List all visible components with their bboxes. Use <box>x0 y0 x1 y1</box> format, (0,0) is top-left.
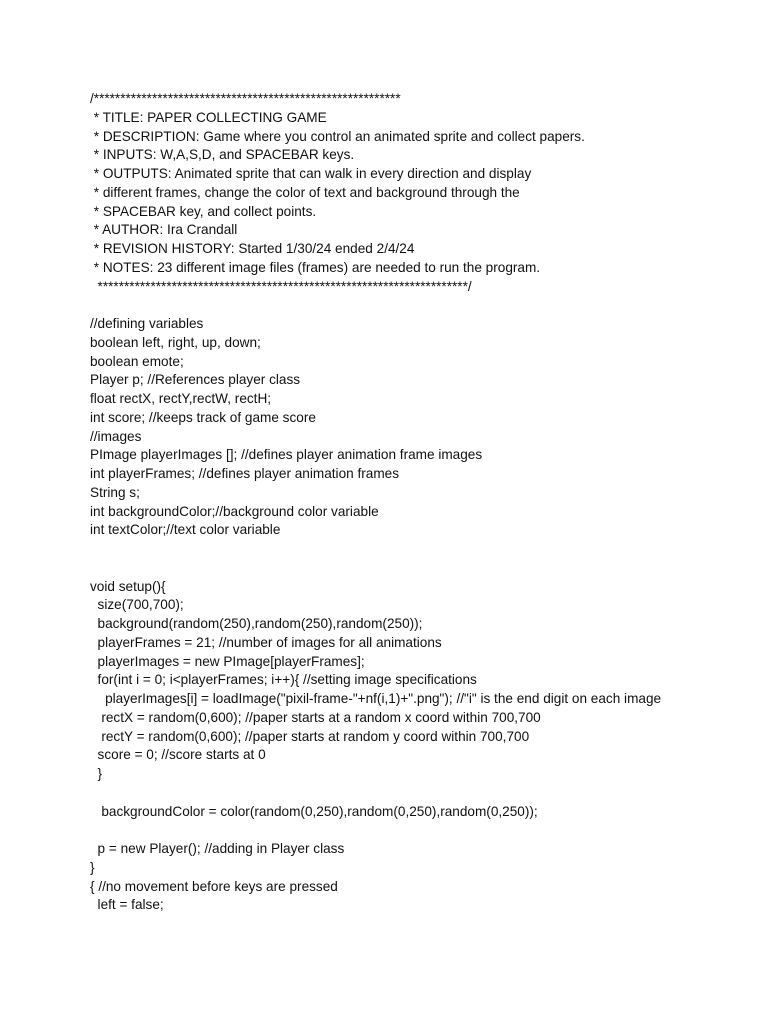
code-line: left = false; <box>90 897 164 913</box>
code-line: float rectX, rectY,rectW, rectH; <box>90 391 272 406</box>
blank-line <box>90 559 760 578</box>
blank-line <box>90 296 760 315</box>
code-line: * NOTES: 23 different image files (frames) are needed to run the program. <box>90 259 541 275</box>
code-line: { //no movement before keys are pressed <box>90 878 338 894</box>
code-line: boolean emote; <box>90 353 184 369</box>
code-line: * TITLE: PAPER COLLECTING GAME <box>90 109 327 125</box>
code-line: * REVISION HISTORY: Started 1/30/24 ended 2/4/24 <box>90 241 415 256</box>
code-line: * DESCRIPTION: Game where you control an animated sprite and collect papers. <box>90 128 585 144</box>
code-line: playerFrames = 21; //number of images for all animations <box>90 634 442 650</box>
code-line: * OUTPUTS: Animated sprite that can walk in every direction and display <box>90 166 532 181</box>
code-line: int score; //keeps track of game score <box>90 409 316 425</box>
code-line: * AUTHOR: Ira Crandall <box>90 222 238 238</box>
blank-line <box>90 821 760 840</box>
code-line: boolean left, right, up, down; <box>90 334 261 350</box>
code-line: size(700,700); <box>90 597 184 613</box>
code-line: * SPACEBAR key, and collect points. <box>90 203 317 219</box>
code-line: for(int i = 0; i<playerFrames; i++){ //setting image specifications <box>90 672 477 688</box>
blank-line <box>90 784 760 803</box>
code-line: } <box>90 859 95 875</box>
code-line: int playerFrames; //defines player animation frames <box>90 466 400 481</box>
code-line: rectX = random(0,600); //paper starts at a random x coord within 700,700 <box>90 709 541 725</box>
code-line: * INPUTS: W,A,S,D, and SPACEBAR keys. <box>90 147 355 163</box>
code-line: int textColor;//text color variable <box>90 522 281 538</box>
code-line: background(random(250),random(250),random(250)); <box>90 616 423 631</box>
code-listing <box>90 90 760 915</box>
code-line: p = new Player(); //adding in Player class <box>90 841 345 856</box>
code-line: **********************************************************************/ <box>90 278 472 294</box>
code-line: //defining variables <box>90 316 204 331</box>
code-line: score = 0; //score starts at 0 <box>90 747 266 763</box>
code-line: * different frames, change the color of text and background through the <box>90 184 520 200</box>
code-line: playerImages[i] = loadImage("pixil-frame-"+nf(i,1)+".png"); //"i" is the end digit on each image <box>90 691 662 706</box>
code-line: int backgroundColor;//background color variable <box>90 503 379 519</box>
code-line: } <box>90 766 103 781</box>
code-line: void setup(){ <box>90 578 166 594</box>
code-line: Player p; //References player class <box>90 372 301 388</box>
code-line: /********************************************************** <box>90 91 401 106</box>
code-line: rectY = random(0,600); //paper starts at random y coord within 700,700 <box>90 728 530 744</box>
blank-line <box>90 540 760 559</box>
code-line: String s; <box>90 484 140 500</box>
code-line: backgroundColor = color(random(0,250),random(0,250),random(0,250)); <box>90 803 538 819</box>
code-line: PImage playerImages []; //defines player animation frame images <box>90 447 483 463</box>
code-line: //images <box>90 428 142 444</box>
code-line: playerImages = new PImage[playerFrames]; <box>90 653 365 669</box>
